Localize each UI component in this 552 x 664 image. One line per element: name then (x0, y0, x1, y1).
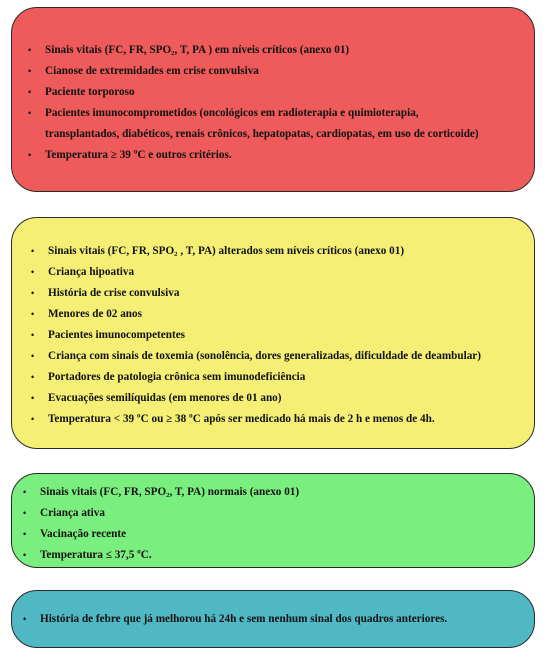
list-item: • Criança com sinais de toxemia (sonolência, dores generalizadas, dificuldade de deambular) (48, 346, 481, 367)
bullet-icon: • (31, 414, 35, 424)
red-criteria-list (28, 40, 479, 166)
list-item: • Criança hipoativa (48, 262, 481, 283)
list-item: • Evacuações semilíquidas (em menores de 01 ano) (48, 388, 481, 409)
list-item: • Menores de 02 anos (48, 304, 481, 325)
list-item: • Cianose de extremidades em crise convulsiva (45, 61, 479, 82)
bullet-icon: • (23, 614, 27, 624)
list-item: • Temperatura ≤ 37,5 ºC. (40, 545, 299, 566)
list-item: • Sinais vitais (FC, FR, SPO₂ , T, PA) alterados sem níveis críticos (anexo 01) (48, 241, 481, 262)
bullet-icon: • (23, 508, 27, 518)
bullet-icon: • (31, 309, 35, 319)
yellow-priority-box (11, 217, 535, 449)
red-priority-box (11, 7, 535, 192)
bullet-icon: • (28, 87, 32, 97)
list-item: • Pacientes imunocomprometidos (oncológicos em radioterapia e quimioterapia, transplantados, diabéticos, renais crônicos, hepatopatas, cardiopatas, em uso de corticoide) (45, 103, 479, 145)
list-item: • Sinais vitais (FC, FR, SPO₂, T, PA) normais (anexo 01) (40, 482, 299, 503)
bullet-icon: • (28, 108, 32, 118)
bullet-icon: • (31, 351, 35, 361)
list-item: • Temperatura < 39 ºC ou ≥ 38 ºC após ser medicado há mais de 2 h e menos de 4h. (48, 409, 481, 430)
bullet-icon: • (28, 66, 32, 76)
green-priority-box (11, 473, 535, 568)
bullet-icon: • (31, 246, 35, 256)
green-criteria-list (23, 482, 300, 566)
list-item: • Pacientes imunocompetentes (48, 325, 481, 346)
list-item: • Temperatura ≥ 39 ºC e outros critérios. (45, 145, 479, 166)
bullet-icon: • (31, 372, 35, 382)
list-item: • Sinais vitais (FC, FR, SPO₂, T, PA ) em níveis críticos (anexo 01) (45, 40, 479, 61)
list-item: • Paciente torporoso (45, 82, 479, 103)
bullet-icon: • (23, 550, 27, 560)
list-item: • Portadores de patologia crônica sem imunodeficiência (48, 367, 481, 388)
bullet-icon: • (28, 45, 32, 55)
list-item: • Vacinação recente (40, 524, 299, 545)
blue-criteria-list (23, 609, 448, 630)
list-item: • História de crise convulsiva (48, 283, 481, 304)
list-item: • Criança ativa (40, 503, 299, 524)
bullet-icon: • (23, 529, 27, 539)
bullet-icon: • (31, 330, 35, 340)
bullet-icon: • (31, 393, 35, 403)
bullet-icon: • (28, 150, 32, 160)
bullet-icon: • (31, 267, 35, 277)
list-item-continuation: transplantados, diabéticos, renais crônicos, hepatopatas, cardiopatas, em uso de corticoide) (45, 128, 479, 140)
yellow-criteria-list (31, 241, 481, 430)
list-item: • História de febre que já melhorou há 24h e sem nenhum sinal dos quadros anteriores. (40, 609, 447, 630)
bullet-icon: • (23, 487, 27, 497)
bullet-icon: • (31, 288, 35, 298)
blue-priority-box (11, 590, 535, 648)
